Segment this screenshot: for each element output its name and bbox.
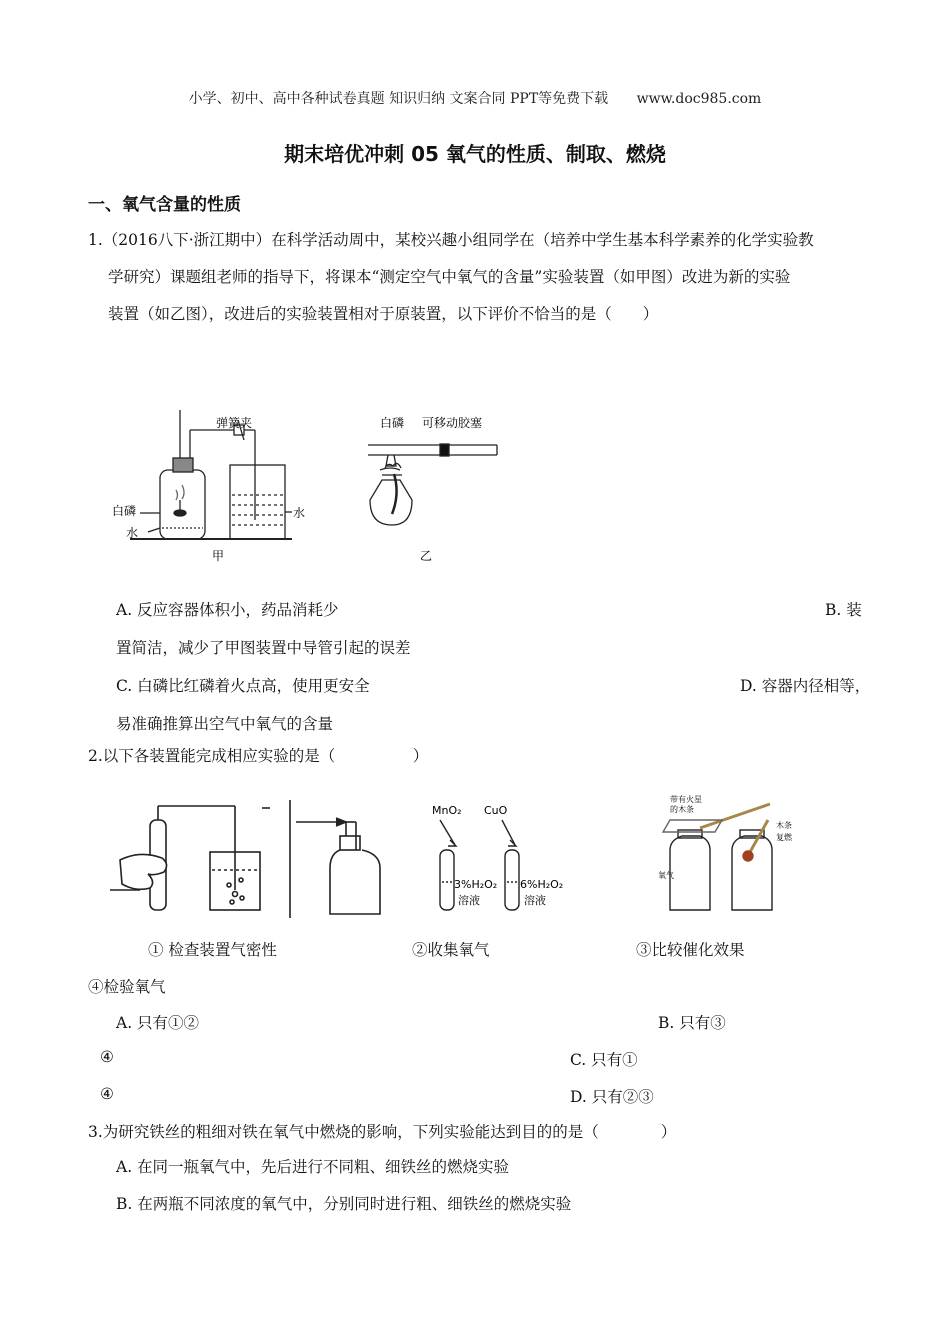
label-relight-1: 木条 xyxy=(776,821,792,830)
label-h2o2-3: 3%H₂O₂ xyxy=(454,878,498,891)
header-text: 小学、初中、高中各种试卷真题 知识归纳 文案合同 PPT等免费下载 xyxy=(188,91,609,107)
caption-3: ③比较催化效果 xyxy=(636,941,745,959)
caption-2: ②收集氧气 xyxy=(412,941,490,959)
label-relight-2: 复燃 xyxy=(776,833,792,842)
document-title: 期末培优冲刺 05 氧气的性质、制取、燃烧 xyxy=(284,142,666,166)
q2-option-d: D. 只有②③ xyxy=(570,1088,654,1106)
label-cuo: CuO xyxy=(484,804,508,817)
q1-option-c: C. 白磷比红磷着火点高，使用更安全 xyxy=(116,677,370,695)
label-water-jia: 水 xyxy=(126,526,139,540)
label-ember-2: 的木条 xyxy=(670,805,694,814)
page-header xyxy=(0,88,950,108)
label-mno2: MnO₂ xyxy=(432,804,462,817)
label-solution-2: 溶液 xyxy=(524,894,546,907)
q1-line2: 学研究）课题组老师的指导下，将课本“测定空气中氧气的含量”实验装置（如甲图）改进为新的实验 xyxy=(108,268,791,286)
q1-option-a: A. 反应容器体积小，药品消耗少 xyxy=(116,601,339,619)
q2-option-c: C. 只有① xyxy=(570,1051,638,1069)
label-h2o2-6: 6%H₂O₂ xyxy=(520,878,564,891)
caption-4: ④检验氧气 xyxy=(88,978,166,996)
q2-option-b-cont: ④ xyxy=(100,1048,114,1066)
label-oxygen: 氧气 xyxy=(658,871,674,880)
q2-option-c-cont: ④ xyxy=(100,1085,114,1103)
jia-apparatus xyxy=(130,410,292,539)
label-solution-1: 溶液 xyxy=(458,894,480,907)
q3-option-b: B. 在两瓶不同浓度的氧气中，分别同时进行粗、细铁丝的燃烧实验 xyxy=(116,1195,572,1213)
q1-option-d-tail: 易准确推算出空气中氧气的含量 xyxy=(116,715,334,733)
yi-apparatus xyxy=(368,444,497,525)
q2-option-b: B. 只有③ xyxy=(658,1014,726,1032)
label-clip: 弹簧夹 xyxy=(216,416,253,430)
fig-airtightness xyxy=(110,800,290,918)
q1-option-b-tail: 置简洁，减少了甲图装置中导管引起的误差 xyxy=(116,639,411,657)
section-heading: 一、氧气含量的性质 xyxy=(88,195,241,215)
label-movable-plug: 可移动胶塞 xyxy=(422,416,483,430)
q1-line3: 装置（如乙图），改进后的实验装置相对于原装置，以下评价不恰当的是（ ） xyxy=(108,305,659,323)
fig-test-oxygen xyxy=(663,804,772,910)
label-jia: 甲 xyxy=(212,549,225,563)
question-1-stem xyxy=(88,222,868,333)
question-2-stem: 2.以下各装置能完成相应实验的是（ ） xyxy=(88,747,429,765)
q1-option-d-head: D. 容器内径相等， xyxy=(740,677,871,695)
label-water-beaker: 水 xyxy=(293,506,306,520)
label-ember-1: 带有火星 xyxy=(670,795,702,804)
fig-collect-oxygen xyxy=(296,818,380,914)
question-3-stem: 3.为研究铁丝的粗细对铁在氧气中燃烧的影响，下列实验能达到目的的是（ ） xyxy=(88,1123,677,1141)
q2-option-a: A. 只有①② xyxy=(116,1014,200,1032)
label-white-phosphorus-yi: 白磷 xyxy=(380,416,405,430)
q1-figure xyxy=(110,400,510,570)
label-yi: 乙 xyxy=(420,549,433,563)
label-white-phosphorus-jia: 白磷 xyxy=(112,504,137,518)
q1-option-b-head: B. 装 xyxy=(825,601,862,619)
q2-figure xyxy=(110,790,830,930)
q1-line1: 1.（2016八下·浙江期中）在科学活动周中，某校兴趣小组同学在（培养中学生基本科学素养的化学实验教 xyxy=(88,231,814,249)
header-site: www.doc985.com xyxy=(636,91,762,107)
q3-option-a: A. 在同一瓶氧气中，先后进行不同粗、细铁丝的燃烧实验 xyxy=(116,1158,510,1176)
caption-1: ① 检查装置气密性 xyxy=(148,941,277,959)
